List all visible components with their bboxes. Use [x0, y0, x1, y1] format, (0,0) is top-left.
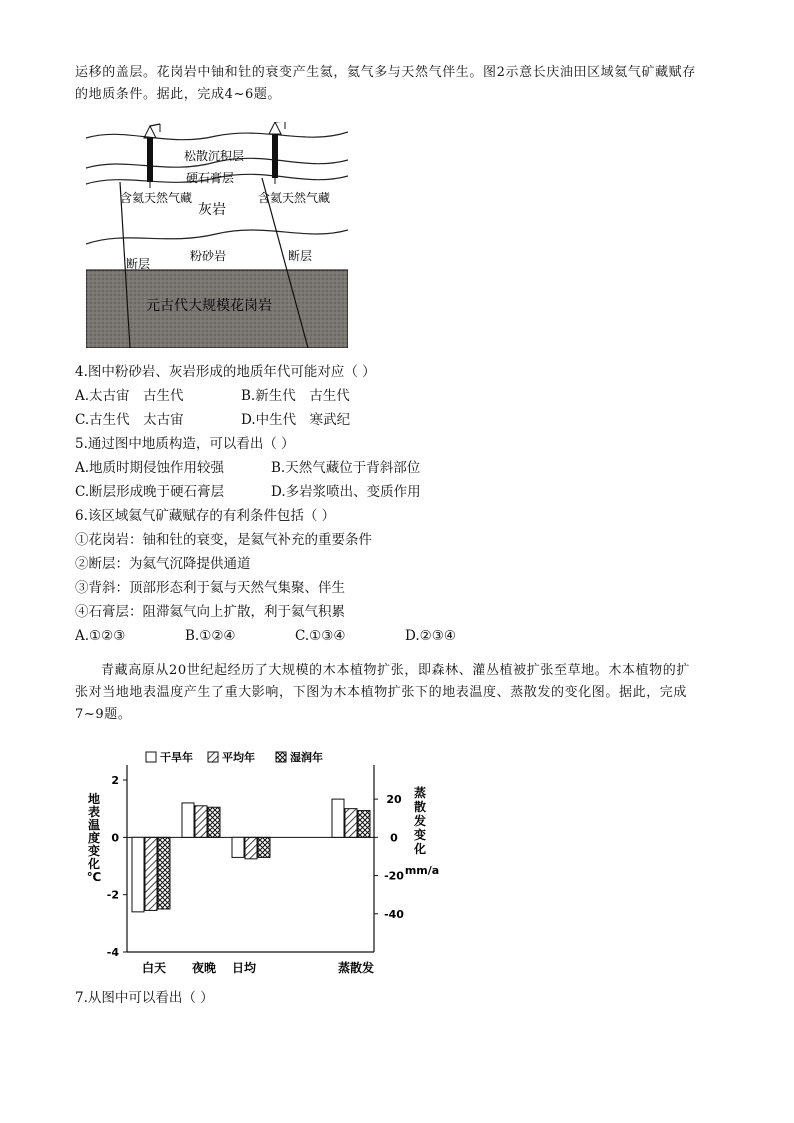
- limestone-bottom: [86, 230, 348, 244]
- chart-legend: [146, 750, 323, 764]
- bar: [182, 803, 194, 837]
- well-right-icon: [269, 122, 285, 184]
- bar: [358, 811, 370, 838]
- category-label: 夜晚: [191, 961, 217, 975]
- bar: [208, 807, 220, 837]
- question-6-stem: 6.该区域氦气矿藏赋存的有利条件包括（ ）: [75, 508, 336, 524]
- questions-4-6: [75, 360, 755, 648]
- granite-label: 元古代大规模花岗岩: [146, 298, 272, 314]
- geology-cross-section-diagram: [86, 122, 348, 348]
- intro-line-2: 的地质条件。据此，完成4~6题。: [75, 87, 282, 102]
- question-4-stem: 4.图中粉砂岩、灰岩形成的地质年代可能对应（ ）: [75, 364, 376, 380]
- intro2-paragraph: [75, 660, 765, 726]
- loose-layer-label: 松散沉积层: [184, 149, 245, 163]
- option[interactable]: C.断层形成晚于硬石膏层: [75, 484, 225, 500]
- option[interactable]: B.①②④: [185, 628, 236, 644]
- temperature-evapotranspiration-chart: [80, 745, 460, 980]
- option[interactable]: C.①③④: [295, 628, 346, 644]
- intro-paragraph: [75, 62, 765, 106]
- left-tick-label: -4: [106, 946, 119, 959]
- question-5-stem: 5.通过图中地质构造，可以看出（ ）: [75, 436, 295, 452]
- option[interactable]: D.中生代 寒武纪: [241, 412, 351, 428]
- bar: [132, 837, 144, 912]
- right-tick-label: -20: [384, 869, 404, 883]
- legend-swatch: [276, 752, 286, 762]
- gas-left-label: 含氦天然气藏: [120, 191, 193, 205]
- left-axis-label: 地表温度变化℃: [86, 792, 102, 884]
- limestone-label: 灰岩: [198, 202, 226, 218]
- option[interactable]: B.天然气藏位于背斜部位: [271, 460, 421, 476]
- bar: [232, 837, 244, 857]
- question-4-options-row-2: [75, 408, 755, 432]
- category-label: 白天: [141, 961, 167, 975]
- bar: [158, 837, 170, 909]
- statement: ③背斜：顶部形态利于氦与天然气集聚、伴生: [75, 580, 345, 596]
- surface-line: [86, 132, 348, 140]
- intro2-line-3: 7~9题。: [75, 707, 132, 722]
- bar: [258, 837, 270, 857]
- category-label: 日均: [231, 961, 257, 975]
- intro2-line-2: 张对当地地表温度产生了重大影响，下图为木本植物扩张下的地表温度、蒸散发的变化图。据此，完成: [75, 685, 688, 700]
- option[interactable]: C.古生代 太古宙: [75, 412, 184, 428]
- bar: [195, 806, 207, 838]
- right-axis-unit: mm/a: [404, 864, 440, 877]
- question-5-options-row-1: [75, 456, 755, 480]
- fault-left-label: 断层: [126, 257, 151, 271]
- bar: [245, 837, 257, 859]
- category-label: 蒸散发: [337, 961, 375, 975]
- bar: [145, 837, 157, 910]
- well-left-icon: [144, 124, 160, 188]
- right-tick-label: 20: [386, 793, 402, 807]
- left-tick-label: 2: [111, 774, 119, 787]
- option[interactable]: D.多岩浆喷出、变质作用: [271, 484, 421, 500]
- right-tick-label: 0: [390, 831, 398, 845]
- option[interactable]: A.太古宙 古生代: [75, 388, 184, 404]
- fault-right-label: 断层: [288, 249, 313, 263]
- gas-right-label: 含氦天然气藏: [258, 191, 331, 205]
- legend-label: 湿润年: [290, 751, 323, 764]
- right-axis-label: 蒸散发变化: [413, 786, 427, 856]
- intro2-line-1: 青藏高原从20世纪起经历了大规模的木本植物扩张，即森林、灌丛植被扩张至草地。木本植物的扩: [101, 663, 690, 678]
- legend-label: 干旱年: [160, 751, 193, 764]
- option[interactable]: A.①②③: [75, 628, 126, 644]
- legend-swatch: [146, 752, 156, 762]
- left-tick-label: -2: [106, 888, 119, 902]
- question-7-stem: 7.从图中可以看出（ ）: [75, 990, 214, 1006]
- statement: ④石膏层：阻滞氦气向上扩散，利于氦气积累: [75, 604, 345, 620]
- question-6-options-row: [75, 624, 755, 648]
- statement: ①花岗岩：铀和钍的衰变，是氦气补充的重要条件: [75, 532, 372, 548]
- intro-line-1: 运移的盖层。花岗岩中铀和钍的衰变产生氦，氦气多与天然气伴生。图2示意长庆油田区域氦气矿藏赋存: [75, 65, 696, 80]
- siltstone-label: 粉砂岩: [190, 249, 227, 263]
- legend-label: 平均年: [222, 751, 255, 764]
- bar: [345, 809, 357, 838]
- question-4-options-row-1: [75, 384, 755, 408]
- option[interactable]: B.新生代 古生代: [241, 388, 350, 404]
- option[interactable]: D.②③④: [405, 628, 456, 644]
- right-tick-label: -40: [384, 907, 404, 921]
- statement: ②断层：为氦气沉降提供通道: [75, 556, 251, 572]
- left-tick-label: 0: [111, 831, 119, 845]
- bar: [332, 799, 344, 837]
- gypsum-layer-label: 硬石膏层: [186, 171, 235, 185]
- question-5-options-row-2: [75, 480, 755, 504]
- legend-swatch: [208, 752, 218, 762]
- option[interactable]: A.地质时期侵蚀作用较强: [75, 460, 225, 476]
